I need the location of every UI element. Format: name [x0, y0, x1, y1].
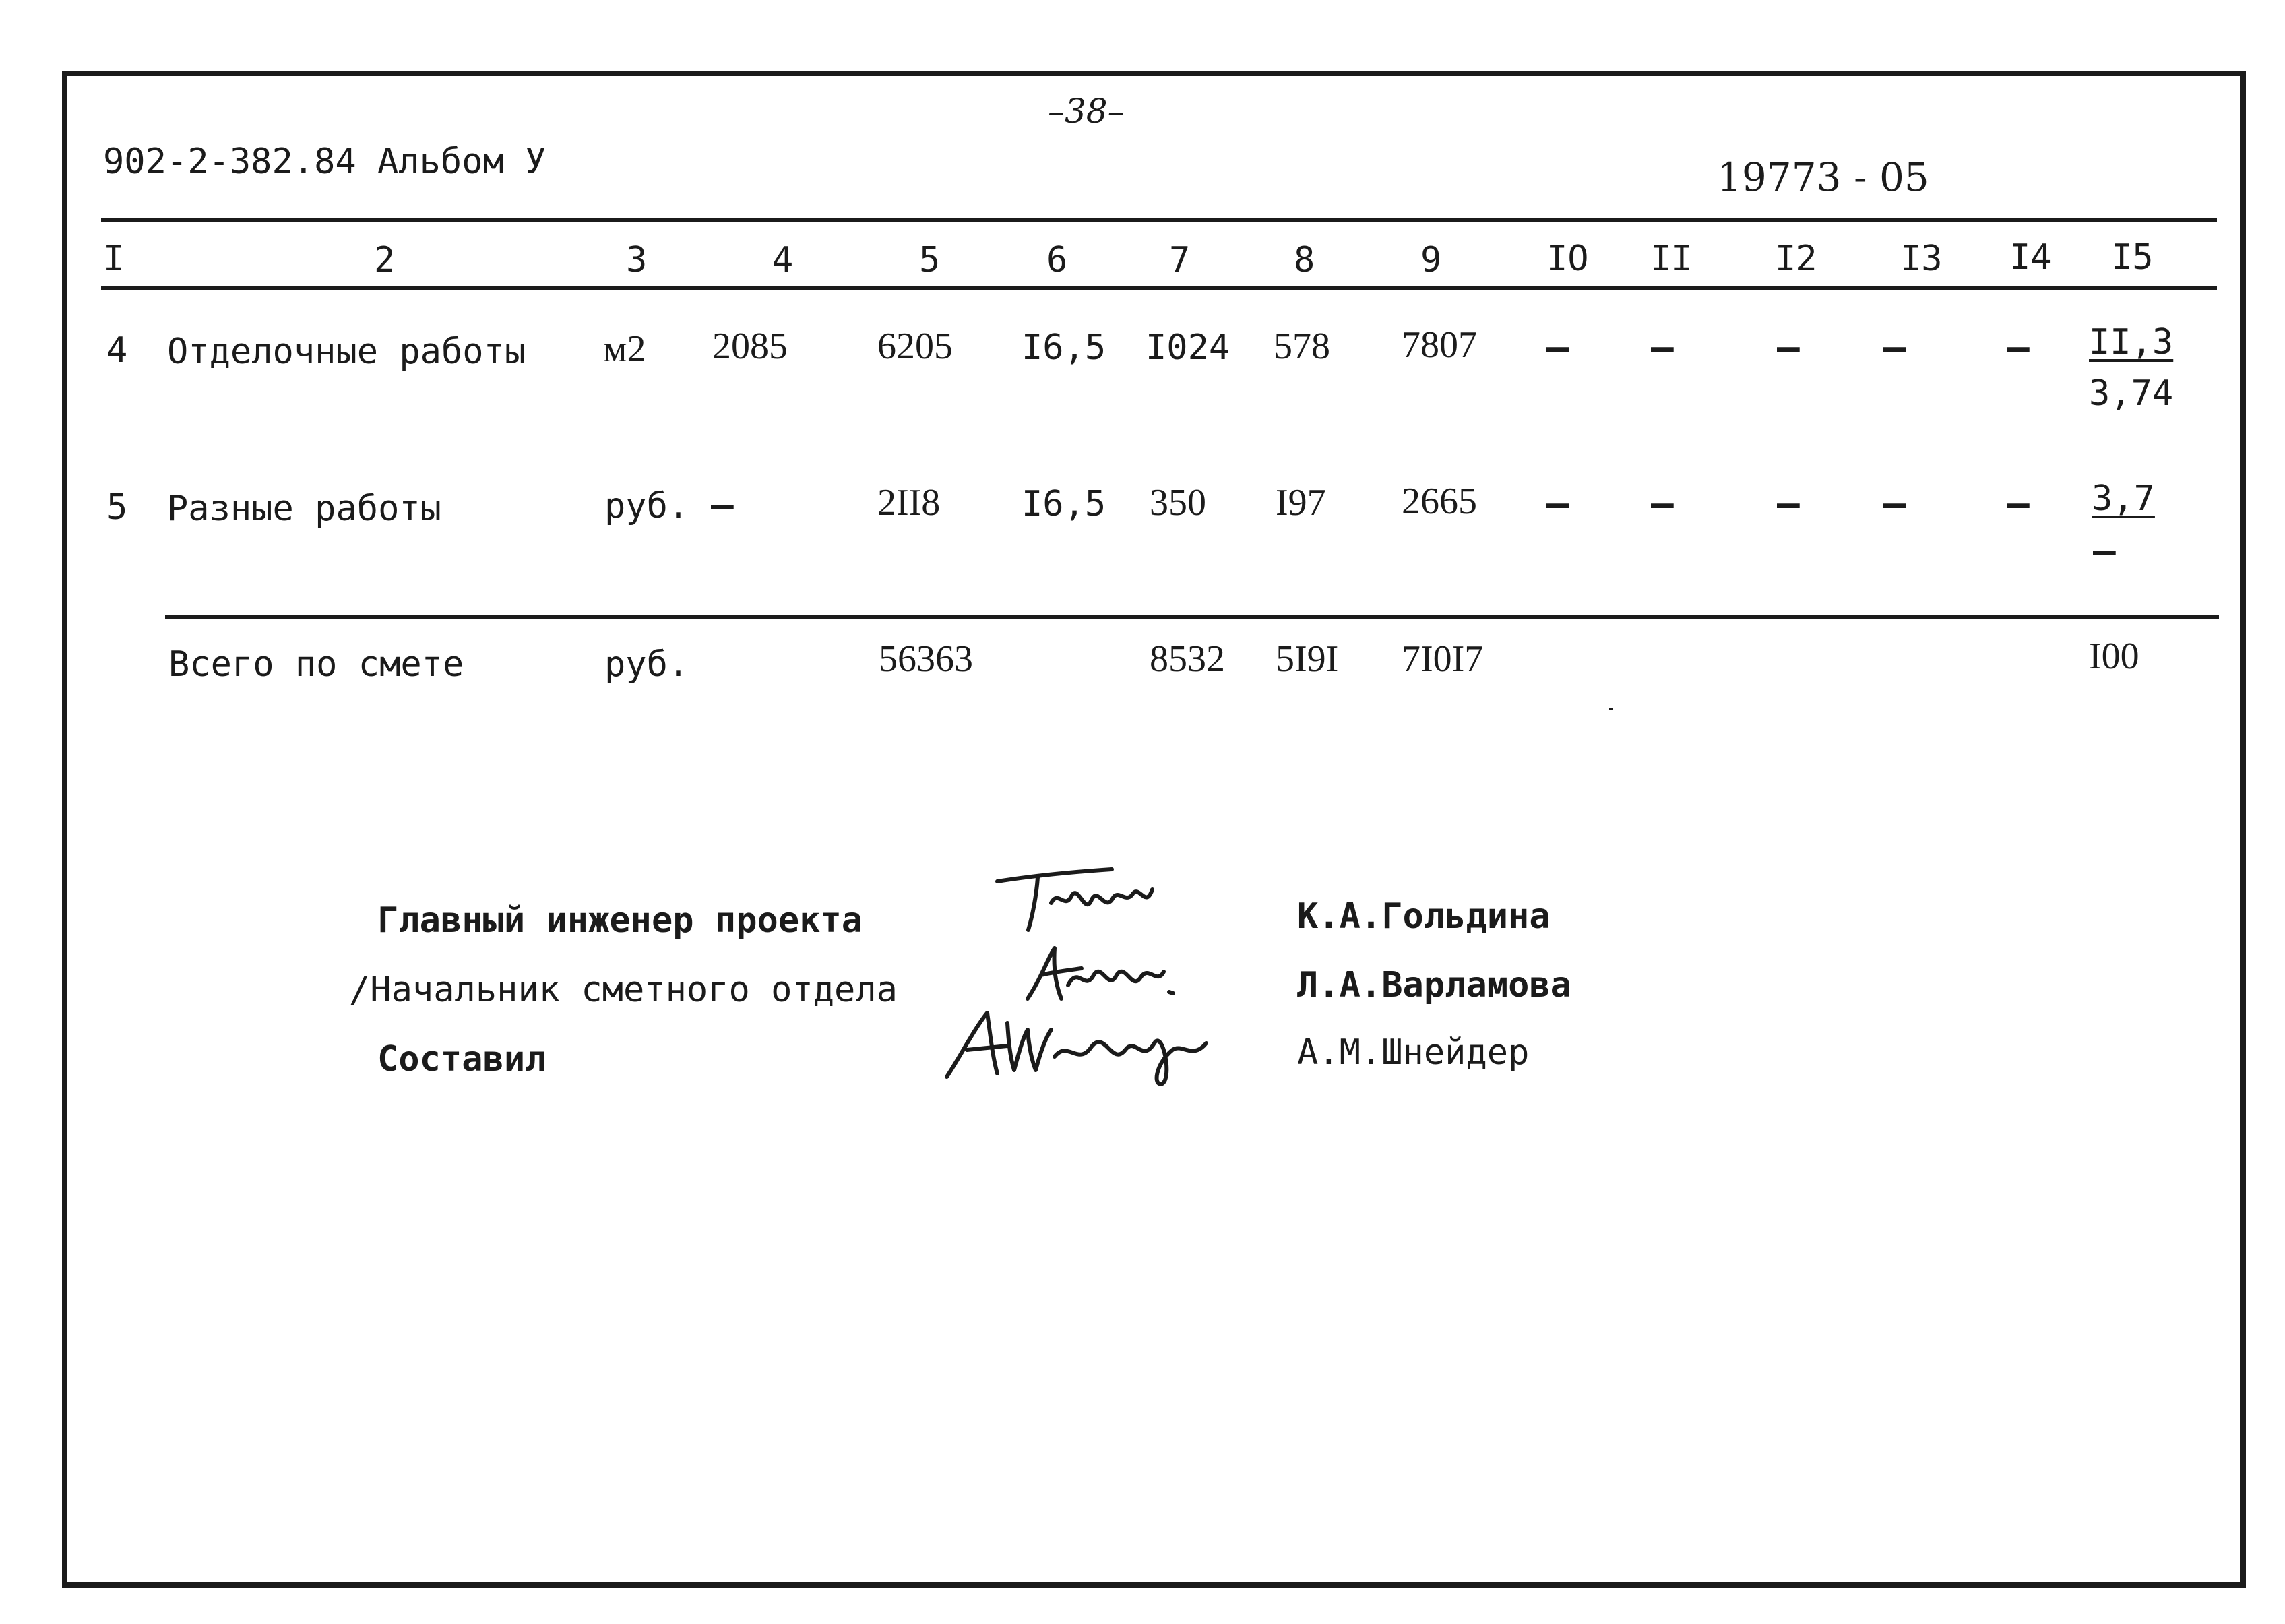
cell: –	[1777, 482, 1800, 526]
signature-shneider	[940, 1003, 1230, 1090]
cell: I024	[1146, 327, 1230, 368]
column-header: 9	[1420, 240, 1442, 280]
cell: 6205	[877, 325, 953, 367]
row-name: Отделочные работы	[167, 332, 526, 372]
cell: –	[2007, 325, 2030, 369]
cell: I97	[1276, 482, 1326, 524]
header-bottom-rule	[101, 286, 2217, 290]
cell: –	[1883, 482, 1906, 526]
cell: –	[1883, 325, 1906, 369]
column-header: 5	[919, 240, 941, 280]
page-number: –38–	[1048, 92, 1125, 131]
document-code: 902-2-382.84 Альбом У	[103, 142, 546, 182]
table-top-rule	[101, 218, 2217, 222]
row-unit: м2	[603, 328, 646, 370]
row-number: 4	[106, 330, 128, 371]
row-unit: руб.	[604, 486, 689, 526]
total-unit: руб.	[604, 644, 689, 685]
signer-role: Составил	[377, 1039, 546, 1080]
cell: 350	[1150, 482, 1206, 524]
column-header: 8	[1294, 240, 1315, 280]
cell: –	[1546, 482, 1569, 526]
total-cell: I00	[2089, 635, 2139, 677]
row-number: 5	[106, 487, 128, 528]
column-header: I4	[2009, 237, 2052, 278]
cell: –	[1651, 482, 1674, 526]
stamp-number: 19773 - 05	[1717, 154, 1929, 200]
column-header: 2	[374, 240, 396, 280]
total-cell: 8532	[1150, 638, 1225, 680]
cell: –	[711, 483, 734, 527]
total-label: Всего по смете	[168, 644, 464, 685]
row-name: Разные работы	[167, 489, 441, 529]
cell-share-bottom: –	[2093, 529, 2116, 573]
cell: I6,5	[1022, 484, 1106, 524]
column-header: I	[103, 239, 125, 279]
cell: 2665	[1402, 480, 1477, 522]
cell: –	[1777, 325, 1800, 369]
signer-name: К.А.Гольдина	[1297, 896, 1551, 937]
cell-share-top: 3,7	[2092, 478, 2155, 519]
stray-mark	[1609, 708, 1613, 710]
cell: –	[1651, 325, 1674, 369]
column-header: 7	[1169, 240, 1191, 280]
column-header: 3	[626, 240, 648, 280]
cell: 2II8	[877, 482, 941, 524]
total-cell: 56363	[879, 638, 973, 680]
cell: 7807	[1402, 324, 1477, 366]
column-header: 4	[772, 240, 794, 280]
cell: I6,5	[1022, 327, 1106, 368]
column-header: IO	[1546, 239, 1589, 279]
cell: 578	[1274, 325, 1330, 367]
cell: –	[2007, 482, 2030, 526]
total-rule	[165, 615, 2219, 619]
cell: –	[1546, 325, 1569, 369]
cell-share-top: II,3	[2089, 322, 2174, 363]
column-header: I3	[1900, 239, 1943, 279]
total-cell: 7I0I7	[1402, 638, 1484, 680]
signer-name: А.М.Шнейдер	[1297, 1032, 1530, 1073]
signature-varlamova	[1014, 938, 1196, 1012]
signer-role: Главный инженер проекта	[377, 900, 863, 941]
cell-share-bottom: 3,74	[2089, 373, 2174, 414]
signature-goldina	[991, 863, 1166, 937]
column-header: II	[1650, 239, 1693, 279]
total-cell: 5I9I	[1276, 638, 1339, 680]
cell: 2085	[712, 325, 788, 367]
page-frame	[62, 71, 2246, 1588]
signer-role: /Начальник сметного отдела	[349, 970, 898, 1010]
column-header: 6	[1046, 240, 1068, 280]
signer-name: Л.А.Варламова	[1297, 965, 1571, 1005]
column-header: I2	[1775, 239, 1817, 279]
column-header: I5	[2111, 237, 2154, 278]
